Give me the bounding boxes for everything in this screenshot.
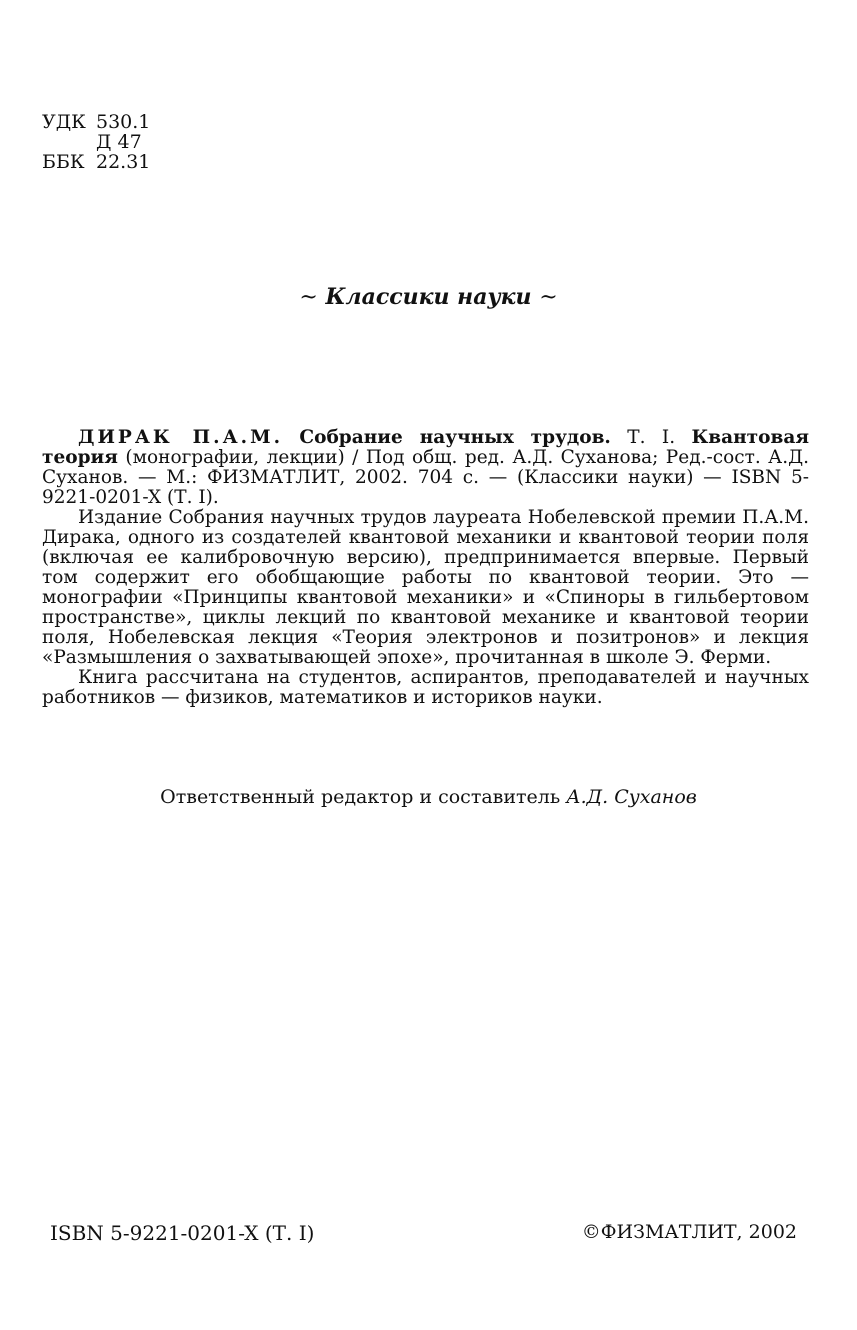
description-paragraph: Издание Собрания научных трудов лауреата Нобелевской премии П.А.М. Дирака, одного из создателей квантовой механики и квантовой теории поля (включая ее калибровочную версию), предпринимается впервые. Первый том содержит его обобщающие работы по квантовой теории. Это — монографии «Принципы квантовой механики» и «Спиноры в гильбертовом пространстве», циклы лекций по квантовой механике и квантовой теории поля, Нобелевская лекция «Теория электронов и позитронов» и лекция «Размышления о захватывающей эпохе», прочитанная в школе Э. Ферми.	[42, 507, 809, 668]
editor-label: Ответственный редактор и составитель	[160, 786, 561, 808]
copyright-holder: ФИЗМАТЛИТ, 2002	[600, 1221, 797, 1243]
author-name: ДИРАК П.А.М.	[78, 427, 284, 448]
imprint: (монографии, лекции) / Под общ. ред. А.Д. Суханова; Ред.-сост. А.Д. Суханов. — М.: ФИЗМАТЛИТ, 2002. 704 с. — (Классики науки) — ISBN 5-9221-0201-X (Т. I).	[42, 447, 809, 508]
udk-code: 530.1	[96, 111, 151, 133]
editor-name: А.Д. Суханов	[566, 786, 697, 808]
bbk-line	[42, 152, 150, 172]
classification-block	[42, 112, 150, 172]
tilde-left: ~	[299, 285, 318, 310]
bbk-code: 22.31	[96, 151, 151, 173]
bbk-label: ББК	[42, 151, 85, 173]
series-title	[0, 284, 857, 310]
collection-title: Собрание научных трудов.	[299, 427, 611, 448]
isbn: ISBN 5-9221-0201-X (Т. I)	[50, 1221, 315, 1245]
author-mark: Д 47	[96, 131, 142, 153]
series-name: Классики науки	[325, 284, 532, 310]
udk-line	[42, 112, 150, 132]
audience-paragraph: Книга рассчитана на студентов, аспирантов, преподавателей и научных работников — физиков, математиков и историков науки.	[42, 667, 809, 708]
editor-line	[0, 786, 857, 808]
udk-label: УДК	[42, 111, 86, 133]
bibliographic-entry	[42, 428, 809, 508]
volume-title: Квантовая теория	[42, 427, 809, 468]
tilde-right: ~	[539, 285, 558, 310]
copyright-symbol: ©	[581, 1221, 601, 1243]
author-mark-line	[42, 132, 150, 152]
bibliographic-abstract	[42, 428, 809, 708]
volume-number: Т. I.	[627, 427, 676, 448]
copyright	[582, 1221, 797, 1243]
